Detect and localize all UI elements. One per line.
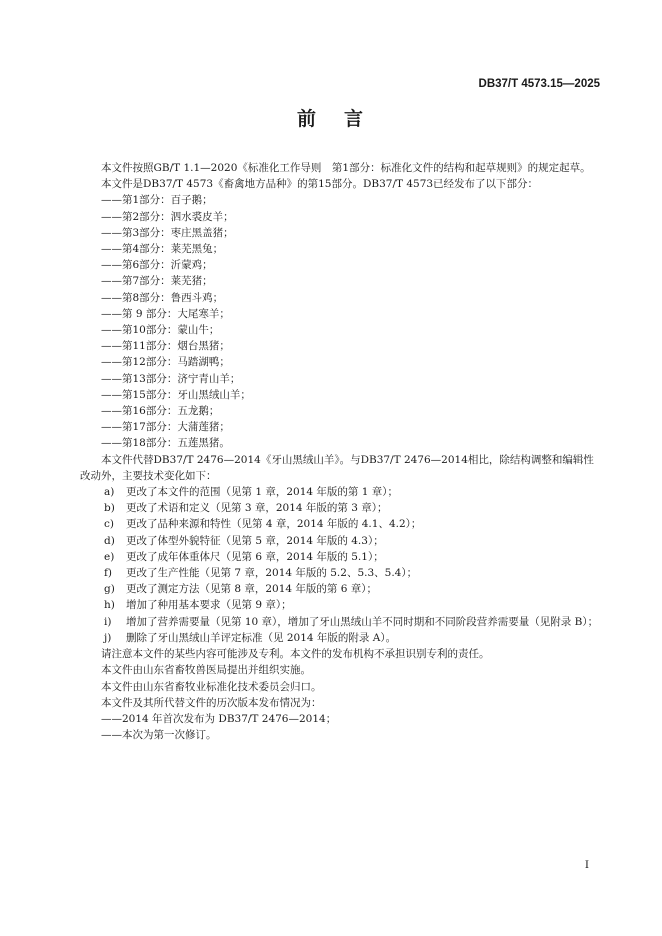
change-text: 更改了成年体重体尺（见第 6 章，2014 年版的 5.1）； xyxy=(126,550,384,563)
change-text: 更改了测定方法（见第 8 章，2014 年版的第 6 章）； xyxy=(126,583,378,596)
change-text: 更改了体型外貌特征（见第 5 章，2014 年版的 4.3）； xyxy=(126,534,384,547)
list-item: ——第8部分：鲁西斗鸡； xyxy=(101,291,224,304)
change-label: h) xyxy=(104,599,115,612)
list-item: ——第18部分：五莲黑猪。 xyxy=(101,437,230,450)
title-char-2: 言 xyxy=(344,108,366,130)
proposer-statement: 本文件由山东省畜牧兽医局提出并组织实施。 xyxy=(101,664,311,677)
list-item: ——第10部分：蒙山牛； xyxy=(101,324,220,337)
change-item xyxy=(80,484,600,500)
change-text: 更改了生产性能（见第 7 章，2014 年版的 5.2、5.3、5.4）； xyxy=(126,567,418,580)
page-title xyxy=(0,104,662,131)
list-item: ——第16部分：五龙鹅； xyxy=(101,405,220,418)
change-label: d) xyxy=(104,534,115,547)
change-label: f) xyxy=(104,567,112,580)
list-item: ——第17部分：大蒲莲猪； xyxy=(101,421,230,434)
change-label: i) xyxy=(104,615,112,628)
document-id: DB37/T 4573.15—2025 xyxy=(478,78,600,90)
list-item: ——第3部分：枣庄黑盖猪； xyxy=(101,226,234,239)
replacement-paragraph: 本文件代替DB37/T 2476—2014《牙山黑绒山羊》。与DB37/T 2476—2014相比，除结构调整和编辑性改动外，主要技术变化如下： xyxy=(80,453,594,482)
page-number: I xyxy=(584,859,589,871)
change-item xyxy=(80,565,600,581)
change-text: 更改了本文件的范围（见第 1 章，2014 年版的第 1 章）； xyxy=(126,486,399,499)
title-char-1: 前 xyxy=(296,108,318,130)
list-item: ——第6部分：沂蒙鸡； xyxy=(101,259,213,272)
patent-notice: 请注意本文件的某些内容可能涉及专利。本文件的发布机构不承担识别专利的责任。 xyxy=(101,648,490,661)
change-item xyxy=(80,516,600,532)
change-item xyxy=(80,581,600,597)
change-item xyxy=(80,500,600,516)
intro-paragraph-series: 本文件是DB37/T 4573《畜禽地方品种》的第15部分。DB37/T 4573已经发布了以下部分： xyxy=(101,178,539,191)
change-text: 删除了牙山黑绒山羊评定标准（见 2014 年版的附录 A）。 xyxy=(126,631,397,644)
list-item: ——第2部分：泗水裘皮羊； xyxy=(101,210,234,223)
history-item: ——2014 年首次发布为 DB37/T 2476—2014； xyxy=(101,712,337,725)
change-text: 增加了种用基本要求（见第 9 章）； xyxy=(126,599,292,612)
list-item: ——第15部分：牙山黑绒山羊； xyxy=(101,388,251,401)
list-item: ——第4部分：莱芜黑兔； xyxy=(101,243,224,256)
change-text: 更改了术语和定义（见第 3 章，2014 年版的第 3 章）； xyxy=(126,502,388,515)
changes-list xyxy=(80,484,600,646)
change-text: 更改了品种来源和特性（见第 4 章，2014 年版的 4.1、4.2）； xyxy=(126,518,422,531)
list-item: ——第13部分：济宁青山羊； xyxy=(101,372,241,385)
list-item: ——第7部分：莱芜猪； xyxy=(101,275,213,288)
change-item xyxy=(80,630,600,646)
change-item xyxy=(80,597,600,613)
change-label: e) xyxy=(104,550,115,563)
history-intro: 本文件及其所代替文件的历次版本发布情况为： xyxy=(101,696,322,709)
parts-list xyxy=(80,192,600,451)
list-item: ——第11部分：烟台黑猪； xyxy=(101,340,230,353)
change-label: j) xyxy=(104,631,112,644)
change-label: c) xyxy=(104,518,114,531)
change-label: a) xyxy=(104,486,115,499)
change-label: g) xyxy=(104,583,115,596)
history-item: ——本次为第一次修订。 xyxy=(101,729,217,742)
change-text: 增加了营养需要量（见第 10 章），增加了牙山黑绒山羊不同时期和不同阶段营养需要量（见附录 B）； xyxy=(126,615,599,628)
change-item xyxy=(80,614,600,630)
change-item xyxy=(80,533,600,549)
committee-statement: 本文件由山东省畜牧业标准化技术委员会归口。 xyxy=(101,680,322,693)
change-item xyxy=(80,549,600,565)
list-item: ——第 9 部分：大尾寒羊； xyxy=(101,307,230,320)
change-label: b) xyxy=(104,502,115,515)
list-item: ——第1部分：百子鹅； xyxy=(101,194,213,207)
list-item: ——第12部分：马踏湖鸭； xyxy=(101,356,230,369)
intro-paragraph-drafting: 本文件按照GB/T 1.1—2020《标准化工作导则 第1部分：标准化文件的结构和起草规则》的规定起草。 xyxy=(101,162,591,174)
foreword-body xyxy=(80,160,600,743)
